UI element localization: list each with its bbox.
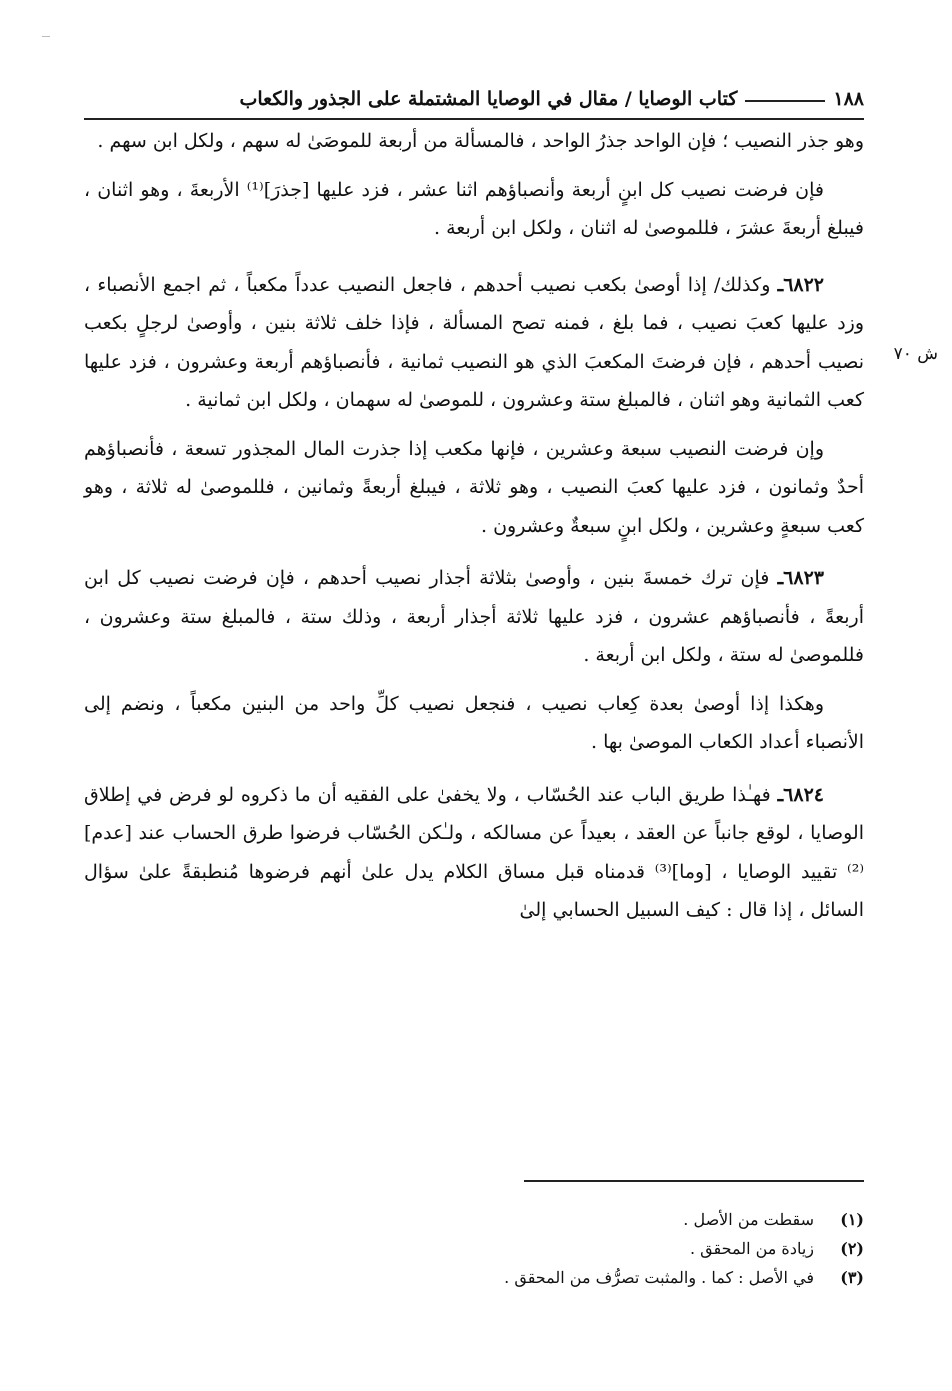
paragraph-text: فإن فرضت نصيب كل ابنٍ أربعة وأنصباؤهم اثنا عشر ، فزد عليها [جذرَ]⁽¹⁾ الأربعةَ ، وهو اثنان ، فيبلغ أربعةَ عشرَ ، فللموصىٰ له اثنان ، ولكل ابن أربعة . — [84, 178, 864, 239]
paragraph-number: ٦٨٢٢ـ — [777, 273, 825, 296]
footnote — [164, 1205, 864, 1234]
paragraph — [84, 122, 864, 161]
footnote-number: (٢) — [840, 1239, 864, 1258]
paragraph — [84, 559, 864, 675]
paragraph — [84, 430, 864, 546]
scan-mark — [42, 36, 50, 37]
paragraph-text: وإن فرضت النصيب سبعة وعشرين ، فإنها مكعب إذا جذرت المال المجذور تسعة ، فأنصباؤهم أحدٌ وثمانون ، فزد عليها كعبَ النصيب ، وهو ثلاثة ، فيبلغ أربعةً وثمانين ، فللموصىٰ له ثلاثة ، وهو كعب سبعةٍ وعشرين ، ولكل ابنٍ سبعةٌ وعشرون . — [84, 437, 864, 537]
paragraph — [84, 266, 864, 420]
footnote-text: سقطت من الأصل . — [683, 1210, 814, 1229]
footnote-text: زيادة من المحقق . — [690, 1239, 814, 1258]
footnote-separator — [524, 1180, 864, 1182]
paragraph — [84, 776, 864, 930]
footnote — [164, 1234, 864, 1263]
page-body — [84, 84, 864, 930]
paragraph-text: فهـٰذا طريق الباب عند الحُسّاب ، ولا يخفىٰ على الفقيه أن ما ذكروه لو فرض في إطلاق الوصايا ، لوقع جانباً عن العقد ، بعيداً عن مسالكه ، ولـٰكن الحُسّاب فرضوا طرق الحساب عند [عدم]⁽²⁾ تقييد الوصايا ، [وما]⁽³⁾ قدمناه قبل مساق الكلام يدل علىٰ أنهم فرضوها مُنطبقةً علىٰ سؤال السائل ، إذا قال : كيف السبيل الحسابي إلىٰ — [84, 783, 865, 921]
margin-note: ش ٧٠ — [893, 344, 938, 364]
paragraph — [84, 171, 864, 248]
footnotes — [164, 1205, 864, 1292]
footnote-number: (٣) — [840, 1268, 864, 1287]
paragraph-number: ٦٨٢٤ـ — [777, 783, 824, 806]
header-rule — [745, 100, 825, 102]
header-title: كتاب الوصايا / مقال في الوصايا المشتملة على الجذور والكعاب — [239, 88, 738, 110]
paragraph-text: وهكذا إذا أوصىٰ بعدة كِعاب نصيب ، فنجعل نصيب كلِّ واحد من البنين مكعباً ، ونضم إلى الأنصباء أعداد الكعاب الموصىٰ بها . — [84, 692, 864, 753]
paragraph-text: فإن ترك خمسةَ بنين ، وأوصىٰ بثلاثة أجذار نصيب أحدهم ، فإن فرضت نصيب كل ابن أربعةً ، فأنصباؤهم عشرون ، فزد عليها ثلاثة أجذار أربعة ، وذلك ستة ، فالمبلغ ستة وعشرون ، فللموصىٰ له ستة ، ولكل ابن أربعة . — [84, 567, 864, 666]
footnote — [164, 1263, 864, 1292]
running-header — [84, 84, 864, 120]
paragraph — [84, 685, 864, 762]
footnote-number: (١) — [840, 1210, 864, 1229]
footnote-text: في الأصل : كما . والمثبت تصرُّف من المحقق . — [504, 1268, 814, 1287]
paragraph-number: ٦٨٢٣ـ — [777, 567, 824, 589]
paragraph-text: وهو جذر النصيب ؛ فإن الواحد جذرُ الواحد ، فالمسألة من أربعة للموصَىٰ له سهم ، ولكل ابن سهم . — [97, 130, 864, 152]
page-number: ١٨٨ — [833, 88, 864, 110]
paragraph-text: وكذلك/ إذا أوصىٰ بكعب نصيب أحدهم ، فاجعل النصيب عدداً مكعباً ، ثم اجمع الأنصباء ، وزد عليها كعبَ نصيب ، فما بلغ ، فمنه تصح المسألة ، فإذا خلف ثلاثة بنين ، وأوصىٰ لرجلٍ بكعب نصيب أحدهم ، فإن فرضتَ المكعبَ الذي هو النصيب ثمانية ، فأنصباؤهم أربعة وعشرون ، فزد عليها كعب الثمانية وهو اثنان ، فالمبلغ ستة وعشرون ، للموصىٰ له سهمان ، ولكل ابن ثمانية . — [84, 273, 864, 411]
